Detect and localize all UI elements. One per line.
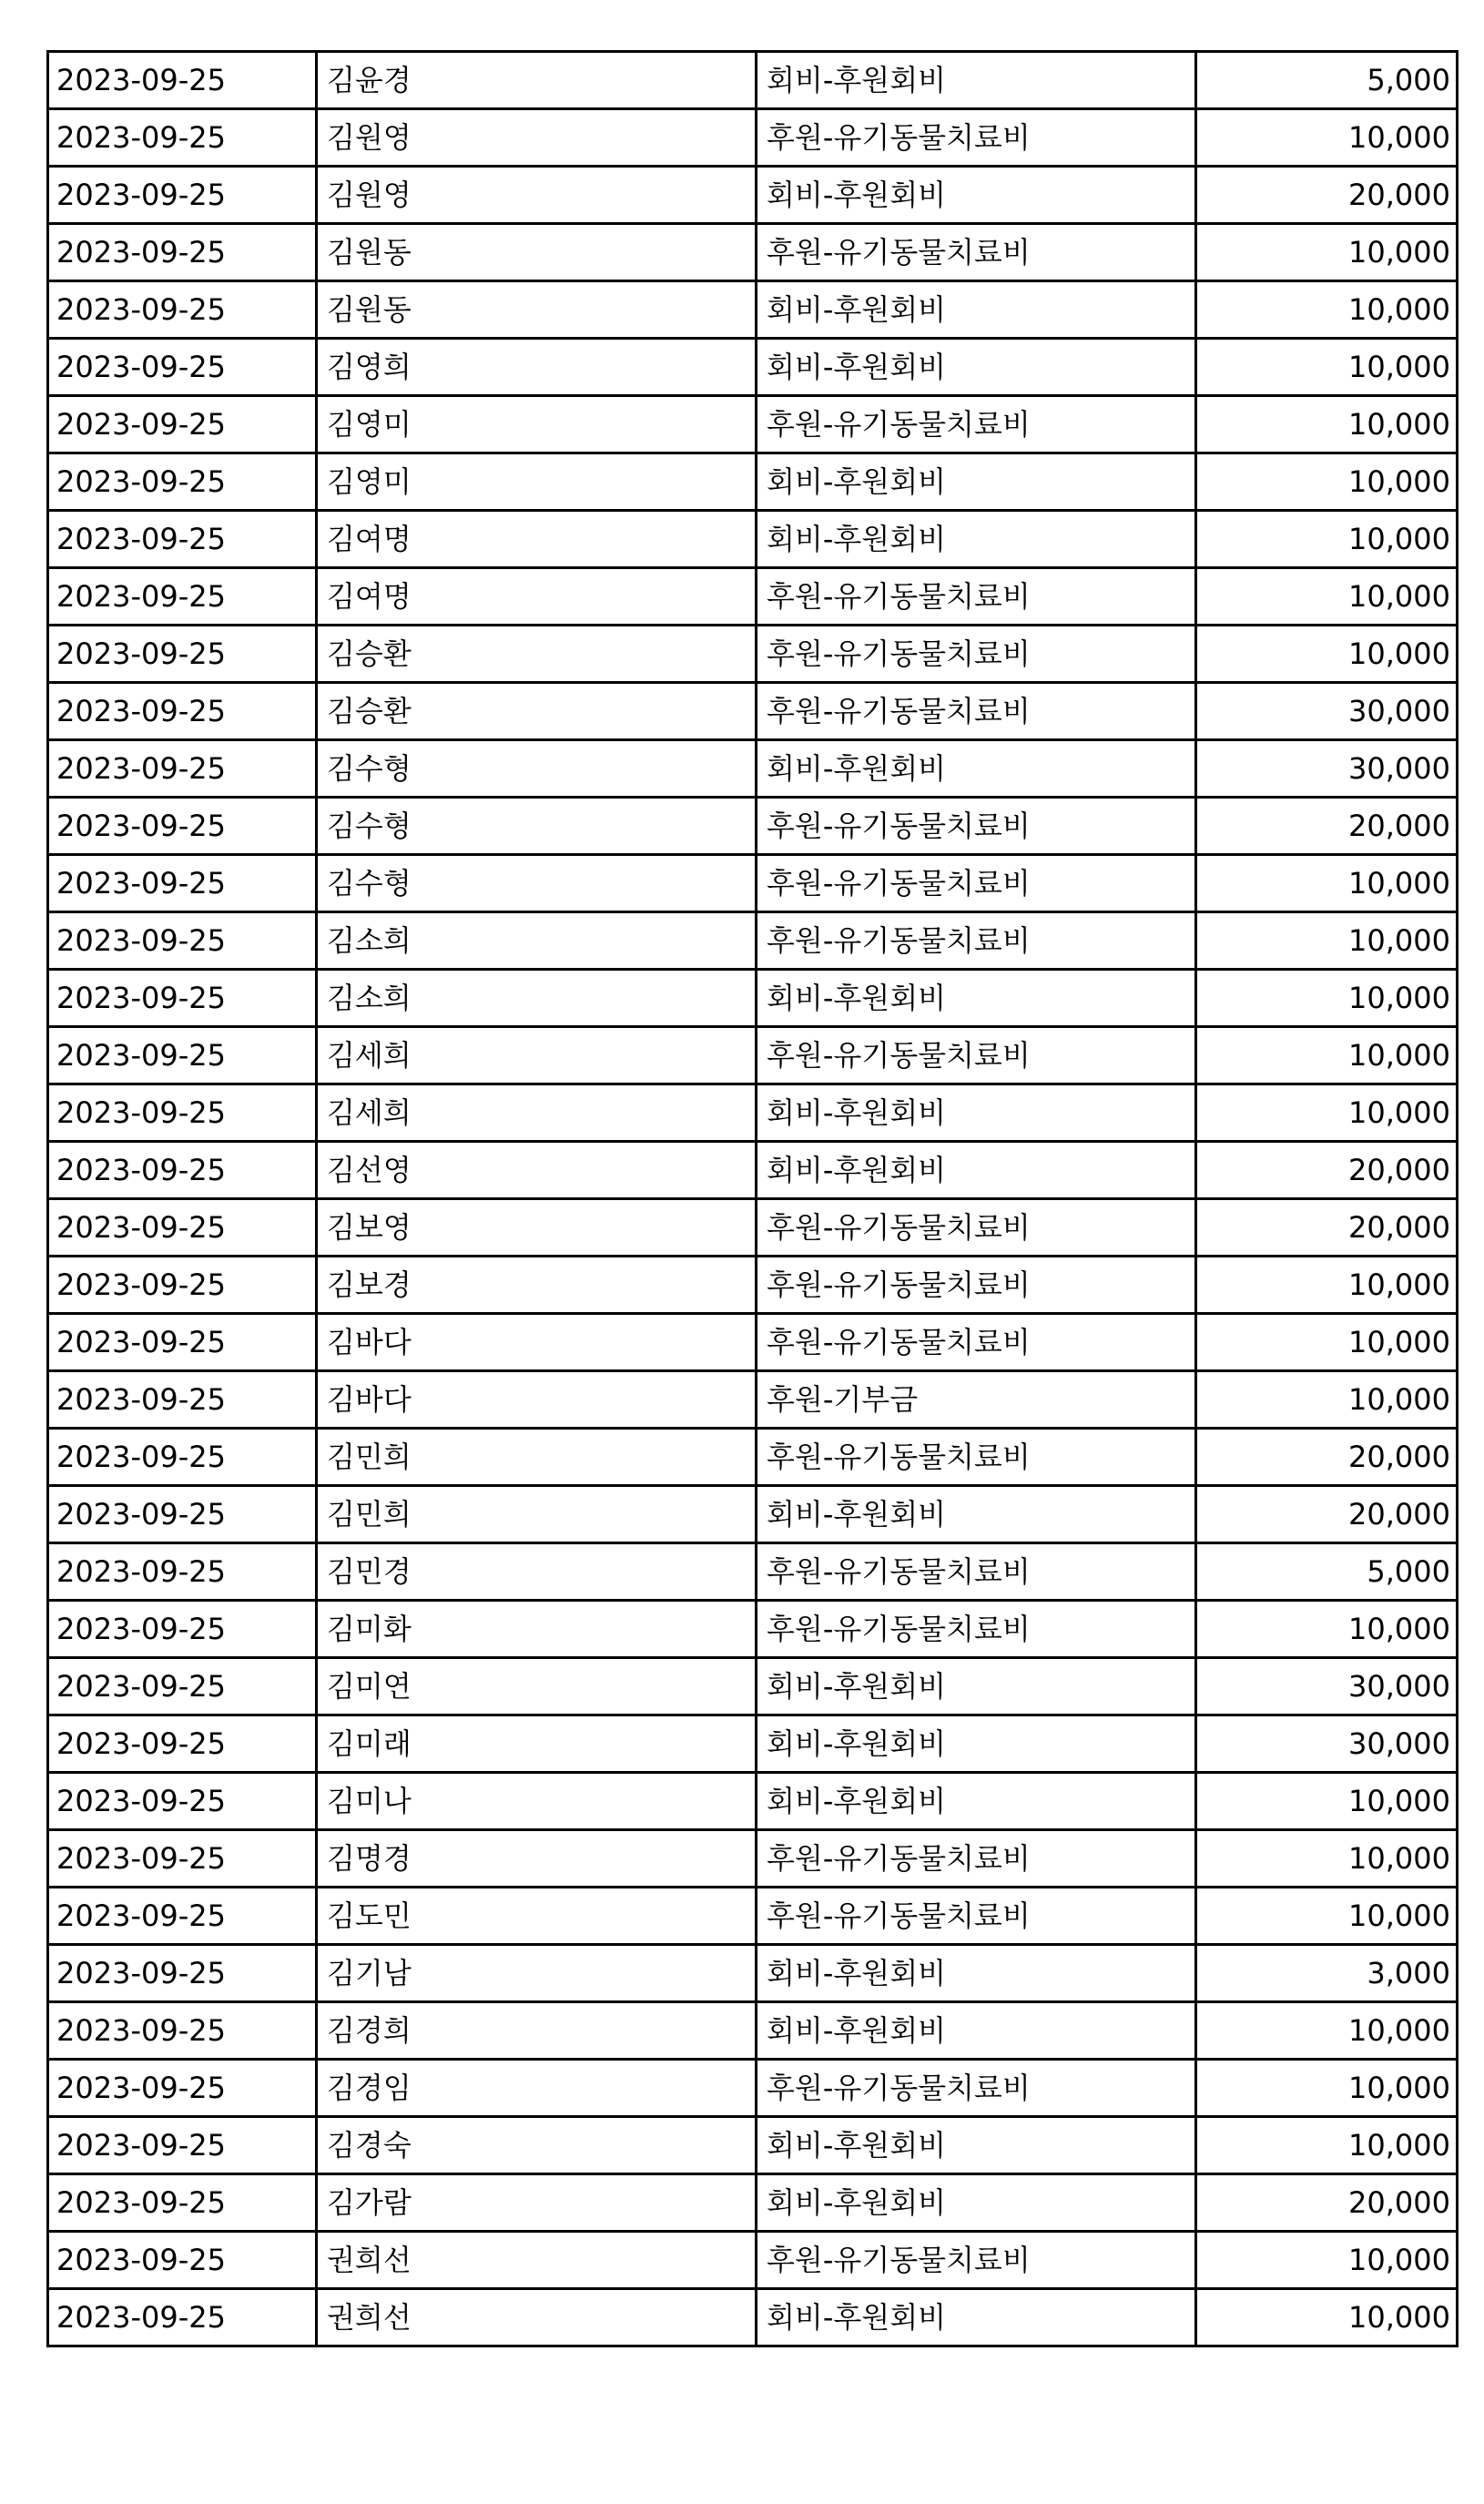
table-row (48, 2060, 1458, 2117)
ledger-table-body (48, 52, 1458, 2346)
date-cell: 2023-09-25 (48, 281, 317, 339)
category-cell: 후원-유기동물치료비 (757, 1601, 1196, 1658)
category-cell: 회비-후원회비 (757, 167, 1196, 224)
date-cell: 2023-09-25 (48, 453, 317, 511)
date-cell: 2023-09-25 (48, 1773, 317, 1830)
donor-name-cell: 김민희 (317, 1429, 757, 1486)
table-row (48, 511, 1458, 568)
amount-cell: 10,000 (1196, 453, 1458, 511)
table-row (48, 1773, 1458, 1830)
amount-cell: 10,000 (1196, 568, 1458, 626)
date-cell: 2023-09-25 (48, 1027, 317, 1084)
amount-cell: 30,000 (1196, 683, 1458, 740)
table-row (48, 281, 1458, 339)
table-row (48, 1715, 1458, 1773)
amount-cell: 10,000 (1196, 281, 1458, 339)
date-cell: 2023-09-25 (48, 1084, 317, 1142)
donor-name-cell: 김여명 (317, 511, 757, 568)
date-cell: 2023-09-25 (48, 1371, 317, 1429)
table-row (48, 683, 1458, 740)
table-row (48, 396, 1458, 453)
table-row (48, 1257, 1458, 1314)
amount-cell: 10,000 (1196, 2289, 1458, 2346)
date-cell: 2023-09-25 (48, 683, 317, 740)
amount-cell: 20,000 (1196, 798, 1458, 855)
date-cell: 2023-09-25 (48, 167, 317, 224)
category-cell: 회비-후원회비 (757, 2002, 1196, 2060)
date-cell: 2023-09-25 (48, 2174, 317, 2232)
category-cell: 회비-후원회비 (757, 740, 1196, 798)
table-row (48, 167, 1458, 224)
table-row (48, 2174, 1458, 2232)
donor-name-cell: 김미나 (317, 1773, 757, 1830)
amount-cell: 10,000 (1196, 1257, 1458, 1314)
table-row (48, 1429, 1458, 1486)
category-cell: 회비-후원회비 (757, 2289, 1196, 2346)
amount-cell: 30,000 (1196, 1658, 1458, 1715)
date-cell: 2023-09-25 (48, 568, 317, 626)
category-cell: 후원-기부금 (757, 1371, 1196, 1429)
category-cell: 후원-유기동물치료비 (757, 568, 1196, 626)
category-cell: 후원-유기동물치료비 (757, 1429, 1196, 1486)
date-cell: 2023-09-25 (48, 2060, 317, 2117)
amount-cell: 10,000 (1196, 2232, 1458, 2289)
donor-name-cell: 김수형 (317, 740, 757, 798)
amount-cell: 10,000 (1196, 1888, 1458, 1945)
amount-cell: 20,000 (1196, 1142, 1458, 1199)
table-row (48, 1199, 1458, 1257)
donor-name-cell: 김바다 (317, 1371, 757, 1429)
table-row (48, 2117, 1458, 2174)
donor-name-cell: 김영미 (317, 396, 757, 453)
table-row (48, 453, 1458, 511)
category-cell: 회비-후원회비 (757, 2174, 1196, 2232)
category-cell: 후원-유기동물치료비 (757, 396, 1196, 453)
category-cell: 후원-유기동물치료비 (757, 1888, 1196, 1945)
date-cell: 2023-09-25 (48, 1888, 317, 1945)
date-cell: 2023-09-25 (48, 2232, 317, 2289)
date-cell: 2023-09-25 (48, 1199, 317, 1257)
amount-cell: 10,000 (1196, 2117, 1458, 2174)
date-cell: 2023-09-25 (48, 1543, 317, 1601)
amount-cell: 10,000 (1196, 224, 1458, 281)
amount-cell: 20,000 (1196, 1486, 1458, 1543)
donor-name-cell: 김선영 (317, 1142, 757, 1199)
amount-cell: 10,000 (1196, 1830, 1458, 1888)
date-cell: 2023-09-25 (48, 511, 317, 568)
table-row (48, 626, 1458, 683)
amount-cell: 10,000 (1196, 2002, 1458, 2060)
donor-name-cell: 김여명 (317, 568, 757, 626)
donor-name-cell: 김경희 (317, 2002, 757, 2060)
donor-name-cell: 김원영 (317, 109, 757, 167)
table-row (48, 1543, 1458, 1601)
table-row (48, 568, 1458, 626)
category-cell: 후원-유기동물치료비 (757, 224, 1196, 281)
donor-name-cell: 김승환 (317, 683, 757, 740)
category-cell: 회비-후원회비 (757, 1142, 1196, 1199)
category-cell: 후원-유기동물치료비 (757, 2232, 1196, 2289)
donor-name-cell: 김경임 (317, 2060, 757, 2117)
amount-cell: 10,000 (1196, 109, 1458, 167)
amount-cell: 3,000 (1196, 1945, 1458, 2002)
donor-name-cell: 김수형 (317, 798, 757, 855)
category-cell: 후원-유기동물치료비 (757, 798, 1196, 855)
amount-cell: 30,000 (1196, 740, 1458, 798)
date-cell: 2023-09-25 (48, 626, 317, 683)
category-cell: 후원-유기동물치료비 (757, 912, 1196, 970)
table-row (48, 798, 1458, 855)
table-row (48, 912, 1458, 970)
date-cell: 2023-09-25 (48, 1945, 317, 2002)
category-cell: 후원-유기동물치료비 (757, 109, 1196, 167)
donor-name-cell: 김미래 (317, 1715, 757, 1773)
category-cell: 후원-유기동물치료비 (757, 626, 1196, 683)
category-cell: 회비-후원회비 (757, 52, 1196, 109)
category-cell: 후원-유기동물치료비 (757, 1027, 1196, 1084)
table-row (48, 970, 1458, 1027)
date-cell: 2023-09-25 (48, 1429, 317, 1486)
amount-cell: 10,000 (1196, 970, 1458, 1027)
date-cell: 2023-09-25 (48, 2289, 317, 2346)
category-cell: 회비-후원회비 (757, 1084, 1196, 1142)
date-cell: 2023-09-25 (48, 855, 317, 912)
table-row (48, 1084, 1458, 1142)
amount-cell: 20,000 (1196, 167, 1458, 224)
date-cell: 2023-09-25 (48, 912, 317, 970)
date-cell: 2023-09-25 (48, 740, 317, 798)
amount-cell: 10,000 (1196, 855, 1458, 912)
category-cell: 회비-후원회비 (757, 281, 1196, 339)
date-cell: 2023-09-25 (48, 1257, 317, 1314)
donor-name-cell: 김도민 (317, 1888, 757, 1945)
amount-cell: 5,000 (1196, 52, 1458, 109)
amount-cell: 10,000 (1196, 626, 1458, 683)
table-row (48, 1945, 1458, 2002)
category-cell: 회비-후원회비 (757, 1658, 1196, 1715)
donor-name-cell: 김미화 (317, 1601, 757, 1658)
date-cell: 2023-09-25 (48, 1601, 317, 1658)
table-row (48, 740, 1458, 798)
table-row (48, 1142, 1458, 1199)
category-cell: 회비-후원회비 (757, 970, 1196, 1027)
amount-cell: 20,000 (1196, 1199, 1458, 1257)
date-cell: 2023-09-25 (48, 1314, 317, 1371)
donor-name-cell: 김바다 (317, 1314, 757, 1371)
table-row (48, 52, 1458, 109)
category-cell: 후원-유기동물치료비 (757, 1199, 1196, 1257)
amount-cell: 10,000 (1196, 2060, 1458, 2117)
table-row (48, 1027, 1458, 1084)
donor-name-cell: 김보경 (317, 1257, 757, 1314)
donor-name-cell: 김명경 (317, 1830, 757, 1888)
date-cell: 2023-09-25 (48, 1658, 317, 1715)
category-cell: 후원-유기동물치료비 (757, 1314, 1196, 1371)
amount-cell: 10,000 (1196, 511, 1458, 568)
category-cell: 회비-후원회비 (757, 453, 1196, 511)
table-row (48, 2232, 1458, 2289)
date-cell: 2023-09-25 (48, 2002, 317, 2060)
donor-name-cell: 김가람 (317, 2174, 757, 2232)
donor-name-cell: 김윤경 (317, 52, 757, 109)
date-cell: 2023-09-25 (48, 798, 317, 855)
amount-cell: 10,000 (1196, 1601, 1458, 1658)
category-cell: 후원-유기동물치료비 (757, 683, 1196, 740)
amount-cell: 10,000 (1196, 396, 1458, 453)
donor-name-cell: 김세희 (317, 1084, 757, 1142)
table-row (48, 109, 1458, 167)
category-cell: 회비-후원회비 (757, 2117, 1196, 2174)
table-row (48, 1371, 1458, 1429)
donor-name-cell: 김영미 (317, 453, 757, 511)
category-cell: 후원-유기동물치료비 (757, 1543, 1196, 1601)
donation-ledger-table (46, 50, 1459, 2347)
donor-name-cell: 김영희 (317, 339, 757, 396)
category-cell: 후원-유기동물치료비 (757, 1830, 1196, 1888)
category-cell: 회비-후원회비 (757, 339, 1196, 396)
table-row (48, 2002, 1458, 2060)
date-cell: 2023-09-25 (48, 1715, 317, 1773)
table-row (48, 1658, 1458, 1715)
donor-name-cell: 김원동 (317, 281, 757, 339)
amount-cell: 10,000 (1196, 1027, 1458, 1084)
category-cell: 후원-유기동물치료비 (757, 855, 1196, 912)
category-cell: 후원-유기동물치료비 (757, 2060, 1196, 2117)
table-row (48, 1888, 1458, 1945)
donor-name-cell: 김기남 (317, 1945, 757, 2002)
amount-cell: 10,000 (1196, 1314, 1458, 1371)
table-row (48, 339, 1458, 396)
amount-cell: 10,000 (1196, 1773, 1458, 1830)
category-cell: 회비-후원회비 (757, 1486, 1196, 1543)
date-cell: 2023-09-25 (48, 1142, 317, 1199)
donor-name-cell: 김민희 (317, 1486, 757, 1543)
amount-cell: 30,000 (1196, 1715, 1458, 1773)
donor-name-cell: 김보영 (317, 1199, 757, 1257)
table-row (48, 1314, 1458, 1371)
date-cell: 2023-09-25 (48, 224, 317, 281)
donor-name-cell: 김소희 (317, 912, 757, 970)
donor-name-cell: 김세희 (317, 1027, 757, 1084)
amount-cell: 10,000 (1196, 339, 1458, 396)
table-row (48, 2289, 1458, 2346)
category-cell: 후원-유기동물치료비 (757, 1257, 1196, 1314)
category-cell: 회비-후원회비 (757, 1773, 1196, 1830)
date-cell: 2023-09-25 (48, 109, 317, 167)
donor-name-cell: 김원동 (317, 224, 757, 281)
donor-name-cell: 김민경 (317, 1543, 757, 1601)
amount-cell: 10,000 (1196, 1084, 1458, 1142)
amount-cell: 20,000 (1196, 1429, 1458, 1486)
donor-name-cell: 김승환 (317, 626, 757, 683)
donor-name-cell: 김경숙 (317, 2117, 757, 2174)
donor-name-cell: 권희선 (317, 2289, 757, 2346)
donor-name-cell: 권희선 (317, 2232, 757, 2289)
amount-cell: 10,000 (1196, 912, 1458, 970)
date-cell: 2023-09-25 (48, 2117, 317, 2174)
amount-cell: 20,000 (1196, 2174, 1458, 2232)
table-row (48, 1830, 1458, 1888)
table-row (48, 855, 1458, 912)
category-cell: 회비-후원회비 (757, 1715, 1196, 1773)
category-cell: 회비-후원회비 (757, 511, 1196, 568)
donor-name-cell: 김미연 (317, 1658, 757, 1715)
date-cell: 2023-09-25 (48, 1830, 317, 1888)
date-cell: 2023-09-25 (48, 970, 317, 1027)
date-cell: 2023-09-25 (48, 396, 317, 453)
amount-cell: 5,000 (1196, 1543, 1458, 1601)
table-row (48, 1486, 1458, 1543)
amount-cell: 10,000 (1196, 1371, 1458, 1429)
category-cell: 회비-후원회비 (757, 1945, 1196, 2002)
table-row (48, 1601, 1458, 1658)
date-cell: 2023-09-25 (48, 339, 317, 396)
date-cell: 2023-09-25 (48, 1486, 317, 1543)
donor-name-cell: 김원영 (317, 167, 757, 224)
donor-name-cell: 김소희 (317, 970, 757, 1027)
date-cell: 2023-09-25 (48, 52, 317, 109)
table-row (48, 224, 1458, 281)
donor-name-cell: 김수형 (317, 855, 757, 912)
